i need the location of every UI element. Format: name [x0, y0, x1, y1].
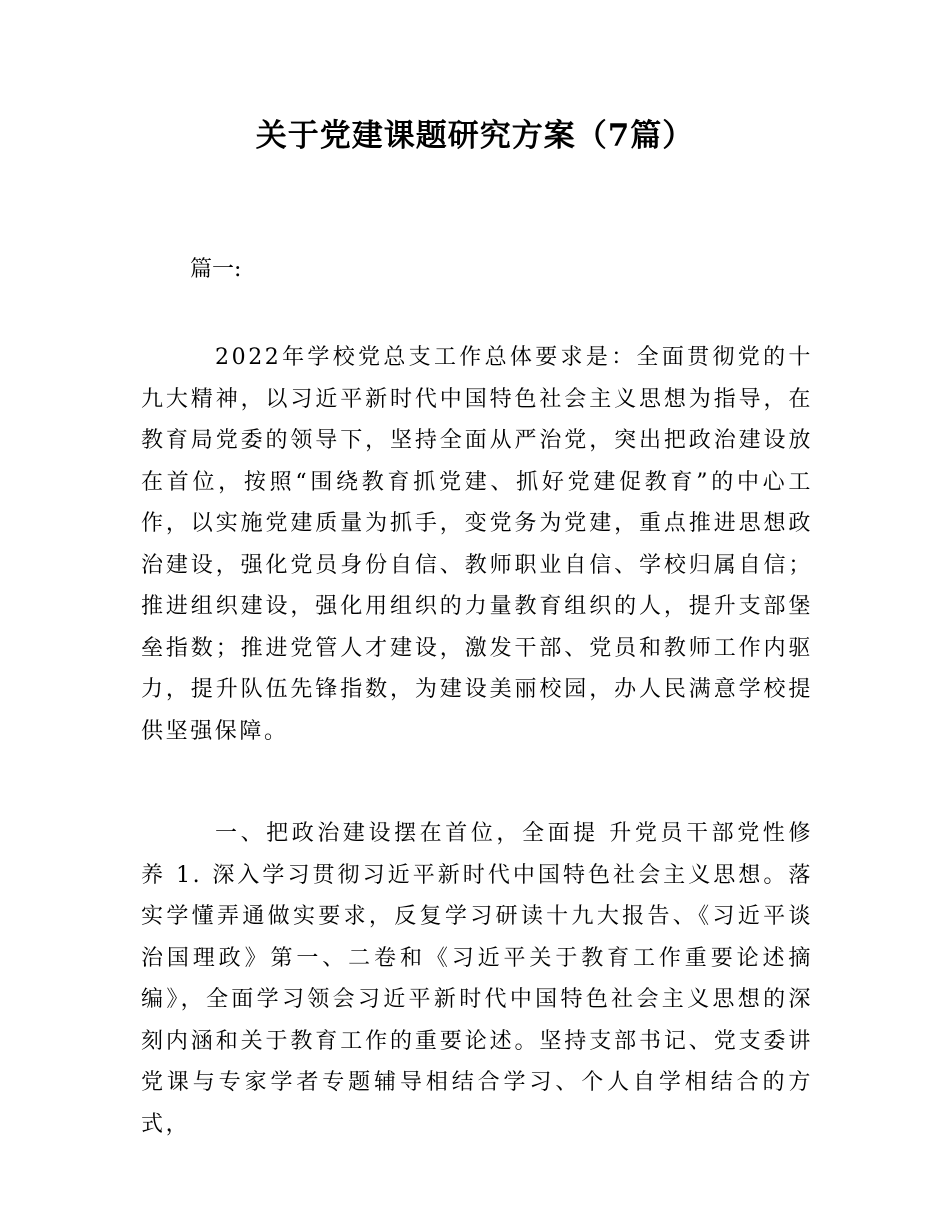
document-title: 关于党建课题研究方案（7篇） — [255, 118, 695, 154]
paragraph-2: 一、把政治建设摆在首位，全面提 升党员干部党性修养 1. 深入学习贯彻习近平新时代中国特色社会主义思想。落实学懂弄通做实要求，反复学习研读十九大报告、《习近平谈治国理政》第一、二卷和《习近平关于教育工作重要论述摘编》，全面学习领会习近平新时代中国特色社会主义思想的深刻内涵和关于教育工作的重要论述。坚持支部书记、党支委讲党课与专家学者专题辅导相结合学习、个人自学相结合的方式， — [141, 821, 813, 1137]
paragraph-1: 2022年学校党总支工作总体要求是：全面贯彻党的十九大精神，以习近平新时代中国特色社会主义思想为指导，在教育局党委的领导下，坚持全面从严治党，突出把政治建设放在首位，按照“围绕教育抓党建、抓好党建促教育”的中心工作，以实施党建质量为抓手，变党务为党建，重点推进思想政治建设，强化党员身份自信、教师职业自信、学校归属自信；推进组织建设，强化用组织的力量教育组织的人，提升支部堡垒指数；推进党管人才建设，激发干部、党员和教师工作内驱力，提升队伍先锋指数，为建设美丽校园，办人民满意学校提供坚强保障。 — [141, 345, 813, 744]
section-label: 篇一: — [190, 257, 242, 282]
